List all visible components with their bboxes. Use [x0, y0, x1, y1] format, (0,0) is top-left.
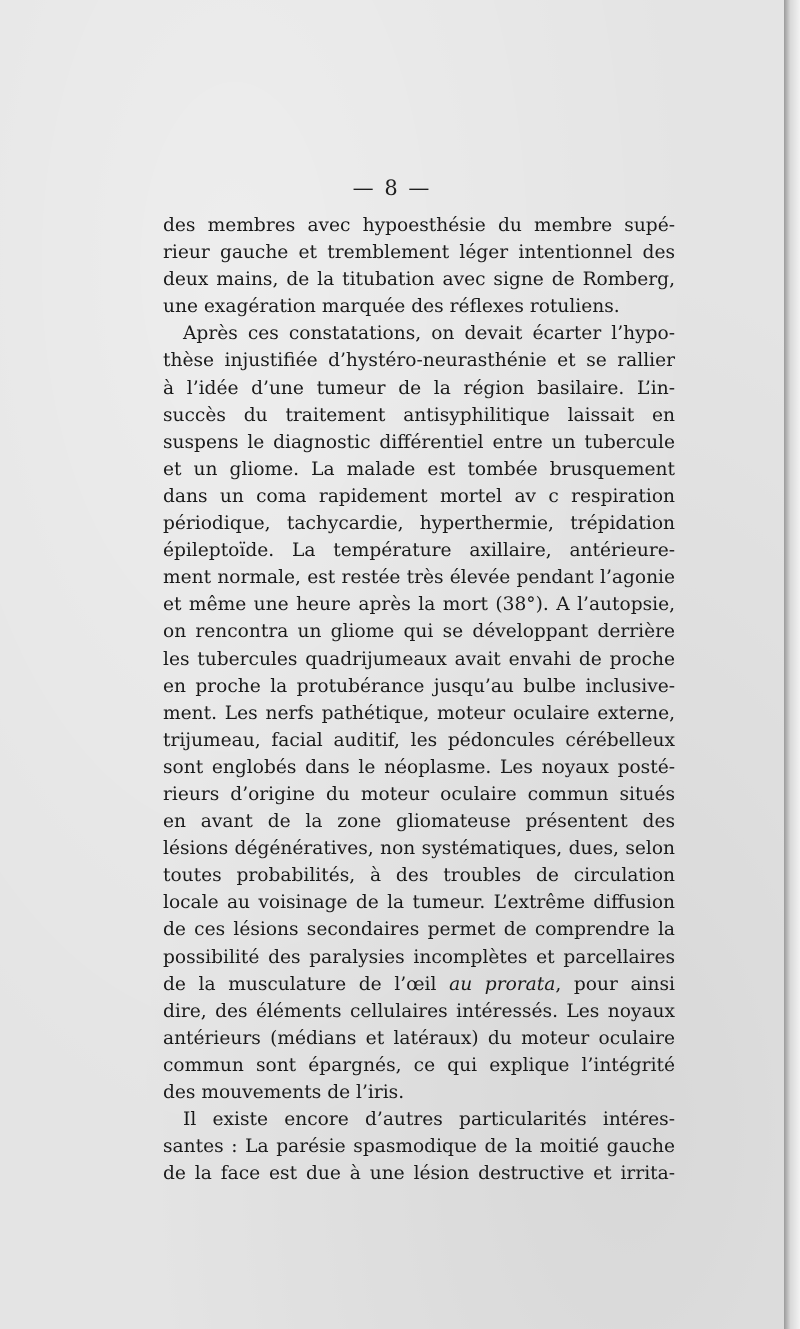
text-line: santes : La parésie spasmodique de la moitié gauche — [163, 1136, 675, 1158]
italic-phrase: au prorata — [449, 973, 556, 995]
text-line: dans un coma rapidement mortel av c respiration — [163, 485, 675, 507]
page-number: — 8 — — [352, 176, 432, 200]
text-line: périodique, tachycardie, hyperthermie, trépidation — [163, 513, 675, 535]
text-line: à l’idée d’une tumeur de la région basilaire. L’in- — [163, 377, 675, 399]
text-line: de la face est due à une lésion destructive et irrita- — [163, 1163, 675, 1185]
text-segment: , pour ainsi — [555, 973, 675, 995]
text-line: commun sont épargnés, ce qui explique l’intégrité — [163, 1054, 675, 1076]
text-line: et un gliome. La malade est tombée brusquement — [163, 458, 675, 480]
text-line: ment. Les nerfs pathétique, moteur oculaire externe, — [163, 702, 675, 724]
text-line-mixed — [163, 971, 675, 998]
text-line: ment normale, est restée très élevée pendant l’agonie — [163, 567, 675, 589]
text-line: on rencontra un gliome qui se développant derrière — [163, 621, 675, 643]
text-line: et même une heure après la mort (38°). A l’autopsie, — [163, 594, 675, 616]
text-line: dire, des éléments cellulaires intéressés. Les noyaux — [163, 1000, 675, 1022]
text-line: les tubercules quadrijumeaux avait envahi de proche — [163, 648, 675, 670]
text-line: en proche la protubérance jusqu’au bulbe inclusive- — [163, 675, 675, 697]
text-line: en avant de la zone gliomateuse présentent des — [163, 811, 675, 833]
text-line: de ces lésions secondaires permet de comprendre la — [163, 919, 675, 941]
body-text — [163, 212, 675, 1187]
text-line: une exagération marquée des réflexes rotuliens. — [163, 296, 620, 318]
text-line: thèse injustifiée d’hystéro-neurasthénie et se rallier — [163, 350, 675, 372]
text-line: deux mains, de la titubation avec signe de Romberg, — [163, 269, 675, 291]
text-line: suspens le diagnostic différentiel entre un tubercule — [163, 431, 675, 453]
text-line: Il existe encore d’autres particularités intéres- — [183, 1109, 675, 1131]
text-line: toutes probabilités, à des troubles de circulation — [163, 865, 675, 887]
text-line: Après ces constatations, on devait écarter l’hypo- — [183, 323, 675, 345]
text-line: possibilité des paralysies incomplètes et parcellaires — [163, 946, 675, 968]
page-edge-shadow — [784, 0, 800, 1329]
text-line: succès du traitement antisyphilitique laissait en — [163, 404, 675, 426]
text-line: lésions dégénératives, non systématiques, dues, selon — [163, 838, 675, 860]
text-line: trijumeau, facial auditif, les pédoncules cérébelleux — [163, 729, 675, 751]
text-line: locale au voisinage de la tumeur. L’extrême diffusion — [163, 892, 675, 914]
text-segment: de la musculature de l’œil — [163, 973, 437, 995]
text-line: rieur gauche et tremblement léger intentionnel des — [163, 242, 675, 264]
text-line: rieurs d’origine du moteur oculaire commun situés — [163, 783, 675, 805]
text-line: sont englobés dans le néoplasme. Les noyaux posté- — [163, 756, 675, 778]
text-line: antérieurs (médians et latéraux) du moteur oculaire — [163, 1027, 675, 1049]
text-line: épileptoïde. La température axillaire, antérieure- — [163, 540, 675, 562]
text-line: des mouvements de l’iris. — [163, 1082, 405, 1103]
text-line: des membres avec hypoesthésie du membre supé- — [163, 215, 675, 236]
